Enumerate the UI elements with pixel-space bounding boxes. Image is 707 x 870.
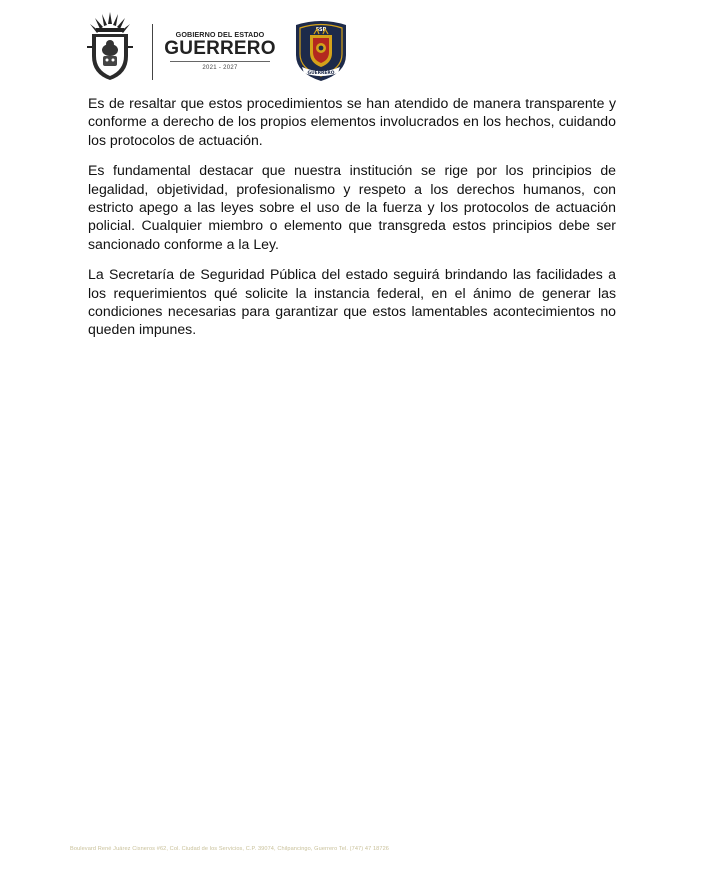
document-body: [88, 94, 616, 351]
state-name: GUERRERO: [164, 38, 276, 59]
header-divider: [152, 24, 153, 80]
shield-top-text: SSP: [315, 27, 327, 33]
government-label: GOBIERNO DEL ESTADO: [175, 30, 265, 39]
guerrero-state-seal-icon: [86, 10, 134, 82]
footer-address: Boulevard René Juárez Cisneros #62, Col. Ciudad de los Servicios, C.P. 39074, Chilpancingo, Guerrero Tel. (747) 47 18726: [70, 846, 390, 852]
administration-years: 2021 - 2027: [202, 65, 238, 71]
document-header: [86, 10, 366, 82]
paragraph-2: Es fundamental destacar que nuestra institución se rige por los principios de legalidad, objetividad, profesionalismo y respeto a los derechos humanos, con estricto apego a las leyes sobre el uso de la fuerza y los protocolos de actuación policial. Cualquier miembro o elemento que transgreda estos principios debe ser sancionado conforme a la Ley.: [88, 162, 616, 252]
paragraph-3: La Secretaría de Seguridad Pública del estado seguirá brindando las facilidades a los requerimientos qué solicite la instancia federal, en el ánimo de generar las condiciones necesarias para garantizar que estos lamentables acontecimientos no queden impunes.: [88, 266, 616, 338]
paragraph-1: Es de resaltar que estos procedimientos se han atendido de manera transparente y conforme a derecho de los propios elementos involucrados en los hechos, cuidando los protocolos de actuación.: [88, 95, 616, 148]
shield-bottom-text: GUERRERO: [307, 71, 335, 77]
ssp-police-shield-icon: [292, 17, 350, 83]
government-wordmark: [164, 30, 276, 72]
wordmark-rule: [170, 61, 270, 62]
